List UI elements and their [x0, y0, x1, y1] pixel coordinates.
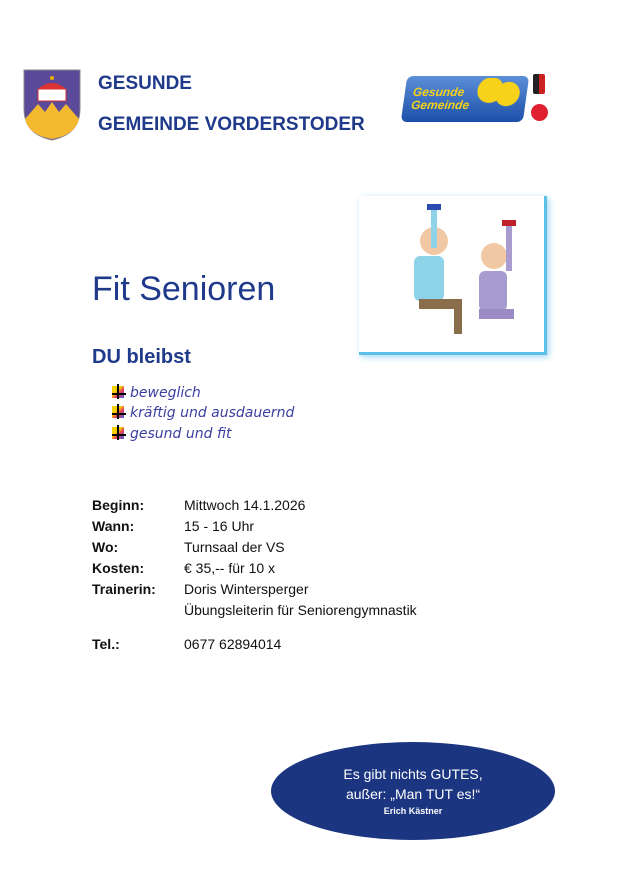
detail-row: Beginn: Mittwoch 14.1.2026 — [92, 497, 306, 513]
list-item: beweglich — [112, 385, 201, 401]
header-line-2: GEMEINDE VORDERSTODER — [98, 114, 365, 135]
list-item: kräftig und ausdauernd — [112, 405, 294, 421]
detail-row-continuation: Übungsleiterin für Seniorengymnastik — [184, 602, 417, 618]
detail-row: Tel.: 0677 62894014 — [92, 636, 282, 652]
quote-author: Erich Kästner — [383, 806, 443, 816]
quote-oval — [271, 742, 555, 840]
detail-row: Wo: Turnsaal der VS — [92, 539, 285, 555]
seniors-exercise-illustration — [359, 196, 547, 355]
detail-row: Kosten: € 35,-- für 10 x — [92, 560, 276, 576]
list-item: gesund und fit — [112, 426, 232, 442]
gesunde-gemeinde-logo: Gesunde Gemeinde — [401, 76, 529, 122]
quote-line-2: außer: „Man TUT es!“ — [345, 786, 481, 802]
detail-row: Wann: 15 - 16 Uhr — [92, 518, 255, 534]
bullet-icon — [112, 406, 124, 418]
quote-line-1: Es gibt nichts GUTES, — [343, 766, 483, 782]
detail-row: Trainerin: Doris Wintersperger — [92, 581, 309, 597]
upper-austria-crest-icon — [533, 74, 545, 94]
coat-of-arms-icon — [23, 69, 81, 141]
bullet-icon — [112, 427, 124, 439]
page-title: Fit Senioren — [92, 270, 276, 308]
red-circle-logo-icon — [531, 104, 548, 121]
header-line-1: GESUNDE — [98, 73, 192, 94]
subtitle: DU bleibst — [92, 346, 191, 368]
bullet-icon — [112, 386, 124, 398]
